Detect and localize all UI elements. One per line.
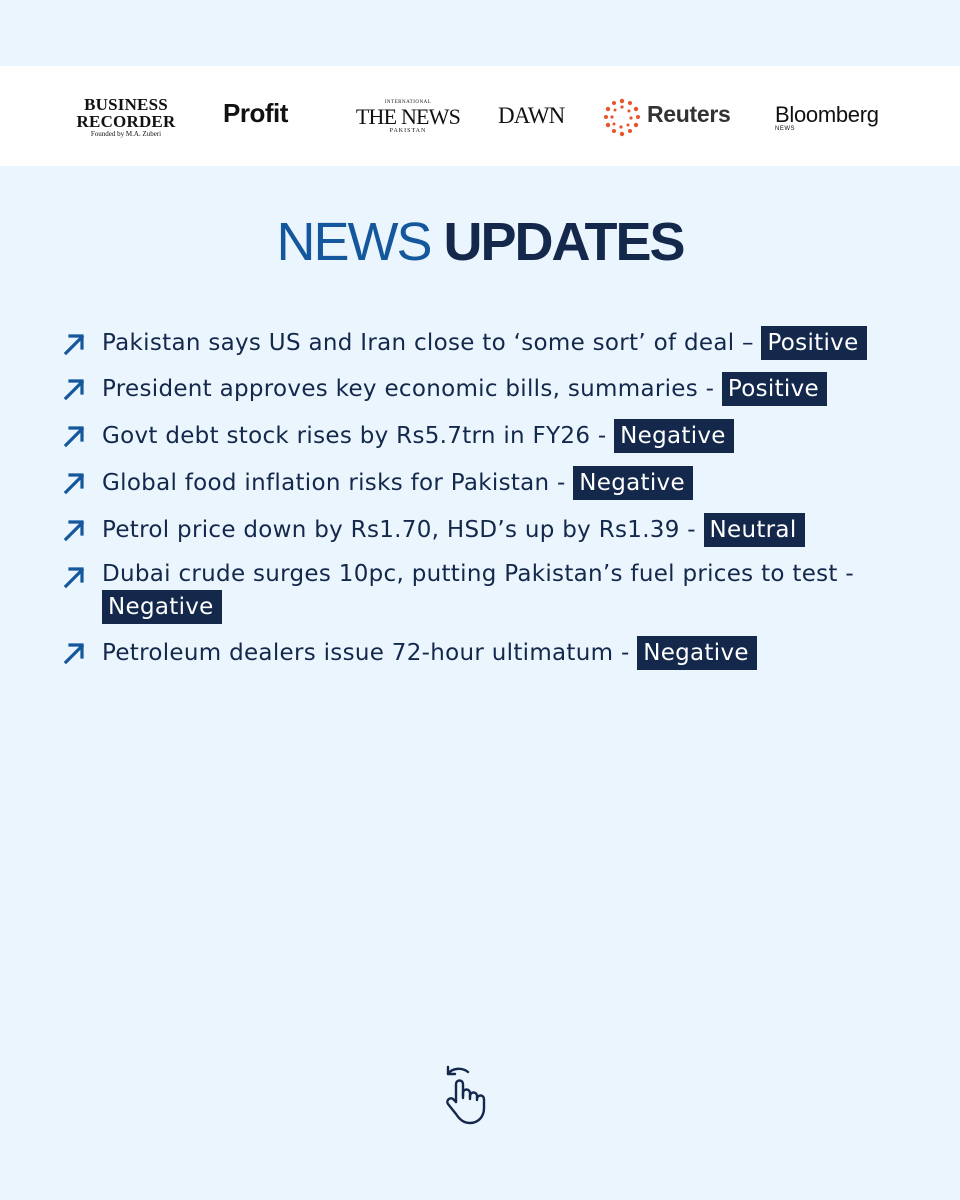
the-news-logo: INTERNATIONAL THE NEWS PAKISTAN (355, 100, 461, 134)
sentiment-badge: Negative (637, 636, 757, 670)
sentiment-badge: Negative (614, 419, 734, 453)
news-item (60, 418, 940, 454)
news-headline: Dubai crude surges 10pc, putting Pakistan’s fuel prices to test - Negative (102, 559, 862, 624)
news-item (60, 559, 940, 624)
news-headline: President approves key economic bills, summaries - Positive (102, 371, 940, 407)
news-headline: Petrol price down by Rs1.70, HSD’s up by Rs1.39 - Neutral (102, 512, 940, 548)
sentiment-badge: Positive (722, 372, 827, 406)
dawn-logo: DAWN (498, 103, 565, 128)
news-list (60, 326, 940, 682)
arrow-up-right-icon (62, 641, 86, 665)
sentiment-badge: Negative (573, 466, 693, 500)
swipe-hand-icon (436, 1062, 490, 1126)
bloomberg-logo: Bloomberg NEWS (775, 102, 879, 132)
news-headline: Pakistan says US and Iran close to ‘some sort’ of deal – Positive (102, 326, 940, 360)
arrow-up-right-icon (62, 332, 86, 356)
arrow-up-right-icon (62, 565, 86, 589)
news-item (60, 512, 940, 548)
news-headline: Govt debt stock rises by Rs5.7trn in FY26 - Negative (102, 418, 940, 454)
news-headline: Global food inflation risks for Pakistan - Negative (102, 465, 940, 501)
arrow-up-right-icon (62, 518, 86, 542)
reuters-dots-icon (602, 98, 642, 138)
news-item (60, 465, 940, 501)
news-headline: Petroleum dealers issue 72-hour ultimatum - Negative (102, 635, 940, 671)
arrow-up-right-icon (62, 424, 86, 448)
sentiment-badge: Neutral (704, 513, 805, 547)
news-item (60, 635, 940, 671)
business-recorder-logo: BUSINESS RECORDER Founded by M.A. Zuberi (76, 95, 176, 138)
page-title: NEWS UPDATES (276, 212, 684, 272)
publisher-logo-bar: BUSINESS RECORDER Founded by M.A. Zuberi Profit INTERNATIONAL THE NEWS PAKISTAN DAWN Reuters Bloomberg NEWS (0, 66, 960, 166)
news-item (60, 371, 940, 407)
news-item (60, 326, 940, 360)
arrow-up-right-icon (62, 377, 86, 401)
profit-logo: Profit (223, 98, 288, 128)
arrow-up-right-icon (62, 471, 86, 495)
sentiment-badge: Negative (102, 590, 222, 624)
sentiment-badge: Positive (761, 326, 866, 360)
